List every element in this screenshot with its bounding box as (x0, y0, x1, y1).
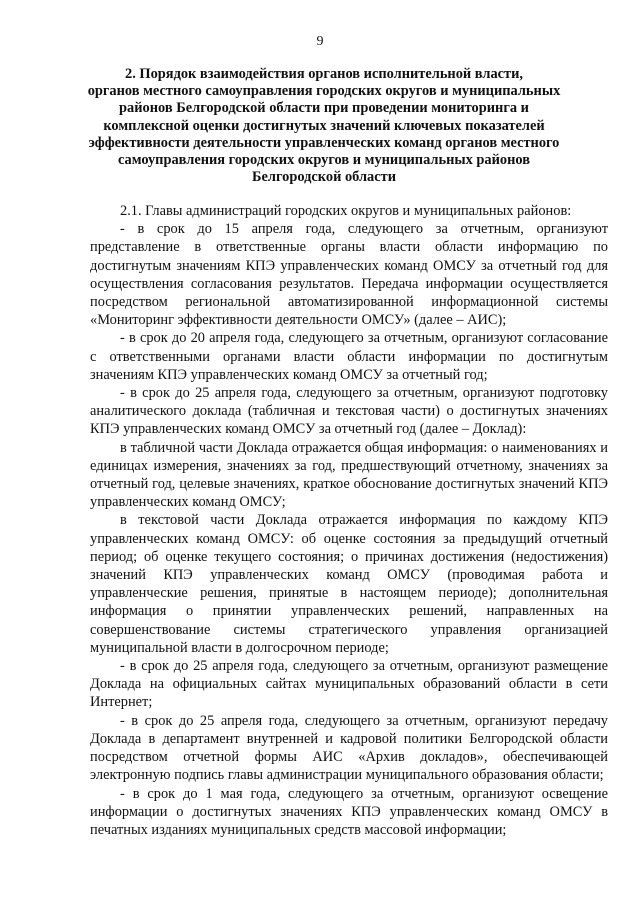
list-item: - в срок до 25 апреля года, следующего за отчетным, организуют подготовку аналитического доклада (табличная и текстовая части) о достигнутых значениях КПЭ управленческих команд ОМСУ за отчетный год (далее – Доклад): (90, 385, 608, 438)
heading-line: районов Белгородской области при проведении мониторинга и (119, 100, 529, 117)
list-item: - в срок до 20 апреля года, следующего за отчетным, организуют согласование с ответственными органами власти области информации по достигнутым значениям КПЭ управленческих команд ОМСУ за отчетный год; (90, 330, 608, 383)
document-body (90, 202, 608, 839)
heading-line: органов местного самоуправления городских округов и муниципальных (87, 83, 561, 100)
report-text-part-text: в текстовой части Доклада отражается информация по каждому КПЭ управленческих команд ОМСУ: об оценке состояния за предыдущий отчетный период; об оценке текущего состояния; о причинах достижения (недостижения) значений КПЭ управленческих команд ОМСУ (проводимая работа и управленческие решения, принятые в настоящем периоде); дополнительная информация о принятии управленческих решений, направленных на совершенствование системы стратегического управления организацией муниципальной власти в долгосрочном периоде; (90, 512, 608, 656)
list-item: - в срок до 25 апреля года, следующего за отчетным, организуют передачу Доклада в департамент внутренней и кадровой политики Белгородской области посредством отчетной формы АИС «Архив докладов», обеспечивающей электронную подпись главы администрации муниципального образования области; (90, 712, 608, 784)
heading-line: эффективности деятельности управленческих команд органов местного (88, 134, 560, 151)
heading-line: Белгородской области (251, 169, 397, 186)
page-number: 9 (316, 34, 324, 49)
list-item: - в срок до 15 апреля года, следующего за отчетным, организуют представление в ответственные органы власти области информацию по достигнутым значениям КПЭ управленческих команд ОМСУ за отчетный год для осуществления согласования результатов. Передача информации осуществляется посредством региональной автоматизированной информационной системы «Мониторинг эффективности деятельности ОМСУ» (далее – АИС); (90, 221, 608, 329)
clause-intro: 2.1. Главы администраций городских округов и муниципальных районов: (120, 203, 572, 219)
report-table-part-text: в табличной части Доклада отражается общая информация: о наименованиях и единицах измерения, значениях за год, предшествующий отчетному, значениях за отчетный год, целевые значениях, краткое обоснование достигнутых значений КПЭ управленческих команд ОМСУ; (90, 439, 608, 511)
heading-line: 2. Порядок взаимодействия органов исполнительной власти, (125, 66, 523, 82)
heading-line: самоуправления городских округов и муниципальных районов (117, 152, 531, 169)
section-heading (86, 66, 562, 186)
list-item: - в срок до 1 мая года, следующего за отчетным, организуют освещение информации о достигнутых значениях КПЭ управленческих команд ОМСУ в печатных изданиях муниципальных средств массовой информации; (90, 785, 608, 838)
heading-line: комплексной оценки достигнутых значений ключевых показателей (103, 117, 545, 134)
list-item: - в срок до 25 апреля года, следующего за отчетным, организуют размещение Доклада на официальных сайтах муниципальных образований области в сети Интернет; (90, 658, 608, 711)
